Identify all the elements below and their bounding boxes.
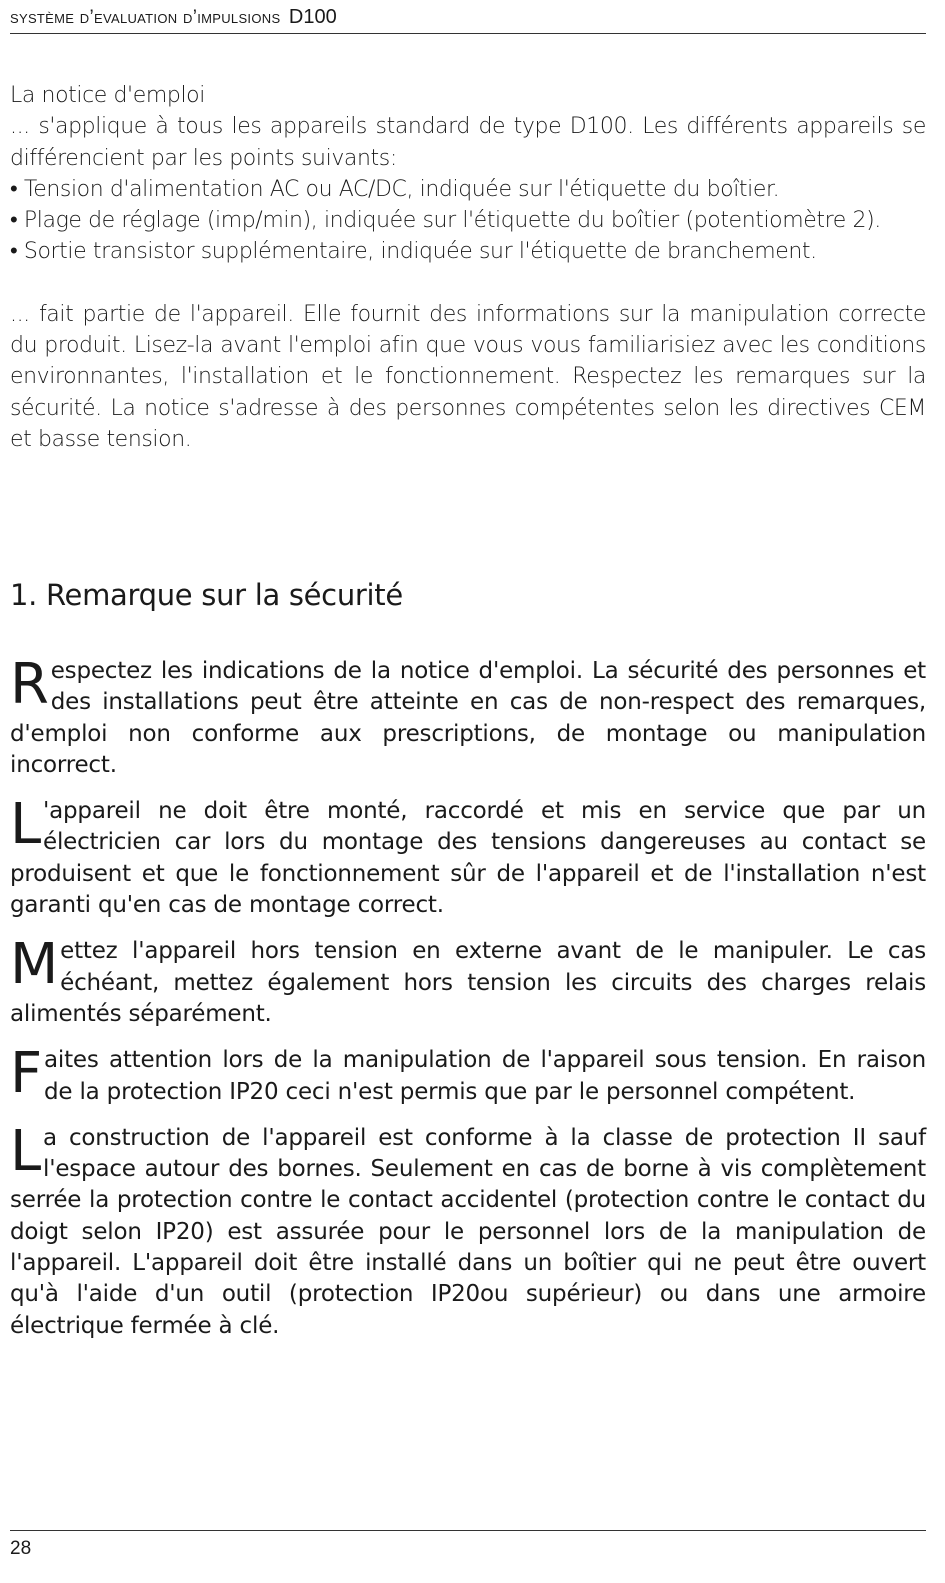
intro-paragraph-1: ... s'applique à tous les appareils standard de type D100. Les différents appareils se différencient par les points suivants: (10, 114, 926, 171)
intro-paragraph-2: ... fait partie de l'appareil. Elle fournit des informations sur la manipulation correcte du produit. Lisez-la avant l'emploi afin que vous vous familiarisiez avec les conditions environnantes, l'installation et le fonctionnement. Respectez les remarques sur la sécurité. La notice s'adresse à des personnes compétentes selon les directives CEM et basse tension. (10, 301, 926, 452)
safety-paragraph-text: aites attention lors de la manipulation de l'appareil sous tension. En raison de la protection IP20 ceci n'est permis que par le personnel compétent. (44, 1047, 926, 1105)
safety-paragraph-text: a construction de l'appareil est conforme à la classe de protection II sauf l'espace autour des bornes. Seulement en cas de borne à vis complètement serrée la protection contre le contact accidentel (protection contre le contact du doigt selon IP20) est assurée pour le personnel lors de la manipulation de l'appareil. L'appareil doit être installé dans un boîtier qui ne peut être ouvert qu'à l'aide d'un outil (protection IP20ou supérieur) ou dans une armoire électrique fermée à clé. (10, 1124, 926, 1339)
drop-cap: F (10, 1041, 43, 1107)
safety-section (10, 652, 926, 1357)
safety-paragraph (10, 792, 926, 921)
drop-cap: R (10, 652, 49, 717)
drop-cap: M (10, 932, 59, 998)
safety-paragraph (10, 1041, 926, 1108)
page-number: 28 (10, 1538, 32, 1559)
safety-paragraph (10, 652, 926, 781)
intro-bullet: • Tension d'alimentation AC ou AC/DC, indiquée sur l'étiquette du boîtier. (10, 174, 926, 205)
safety-paragraph-text: 'appareil ne doit être monté, raccordé et mis en service que par un électricien car lors du montage des tensions dangereuses au contact se produisent et que le fonctionnement sûr de l'appareil et de l'installation n'est garanti qu'en cas de montage correct. (10, 798, 926, 919)
safety-paragraph-text: espectez les indications de la notice d'emploi. La sécurité des personnes et des installations peut être atteinte en cas de non-respect des remarques, d'emploi non conforme aux prescriptions, de montage ou manipulation incorrect. (10, 658, 926, 778)
safety-paragraph (10, 1118, 926, 1342)
intro-block (10, 80, 926, 455)
intro-bullet: • Plage de réglage (imp/min), indiquée sur l'étiquette du boîtier (potentiomètre 2). (10, 205, 926, 236)
spacer (10, 268, 926, 299)
safety-paragraph (10, 932, 926, 1030)
header-title: système d’evaluation d’impulsions (10, 7, 281, 28)
intro-bullet: • Sortie transistor supplémentaire, indiquée sur l'étiquette de branchement. (10, 236, 926, 267)
drop-cap: L (10, 792, 41, 858)
running-header (10, 6, 926, 34)
section-title: 1. Remarque sur la sécurité (10, 578, 403, 612)
drop-cap: L (10, 1118, 41, 1184)
intro-heading-line: La notice d'emploi (10, 83, 205, 108)
footer-rule (10, 1530, 926, 1531)
header-model: D100 (288, 6, 337, 28)
safety-paragraph-text: ettez l'appareil hors tension en externe avant de le manipuler. Le cas échéant, mettez également hors tension les circuits des charges relais alimentés séparément. (10, 938, 926, 1027)
